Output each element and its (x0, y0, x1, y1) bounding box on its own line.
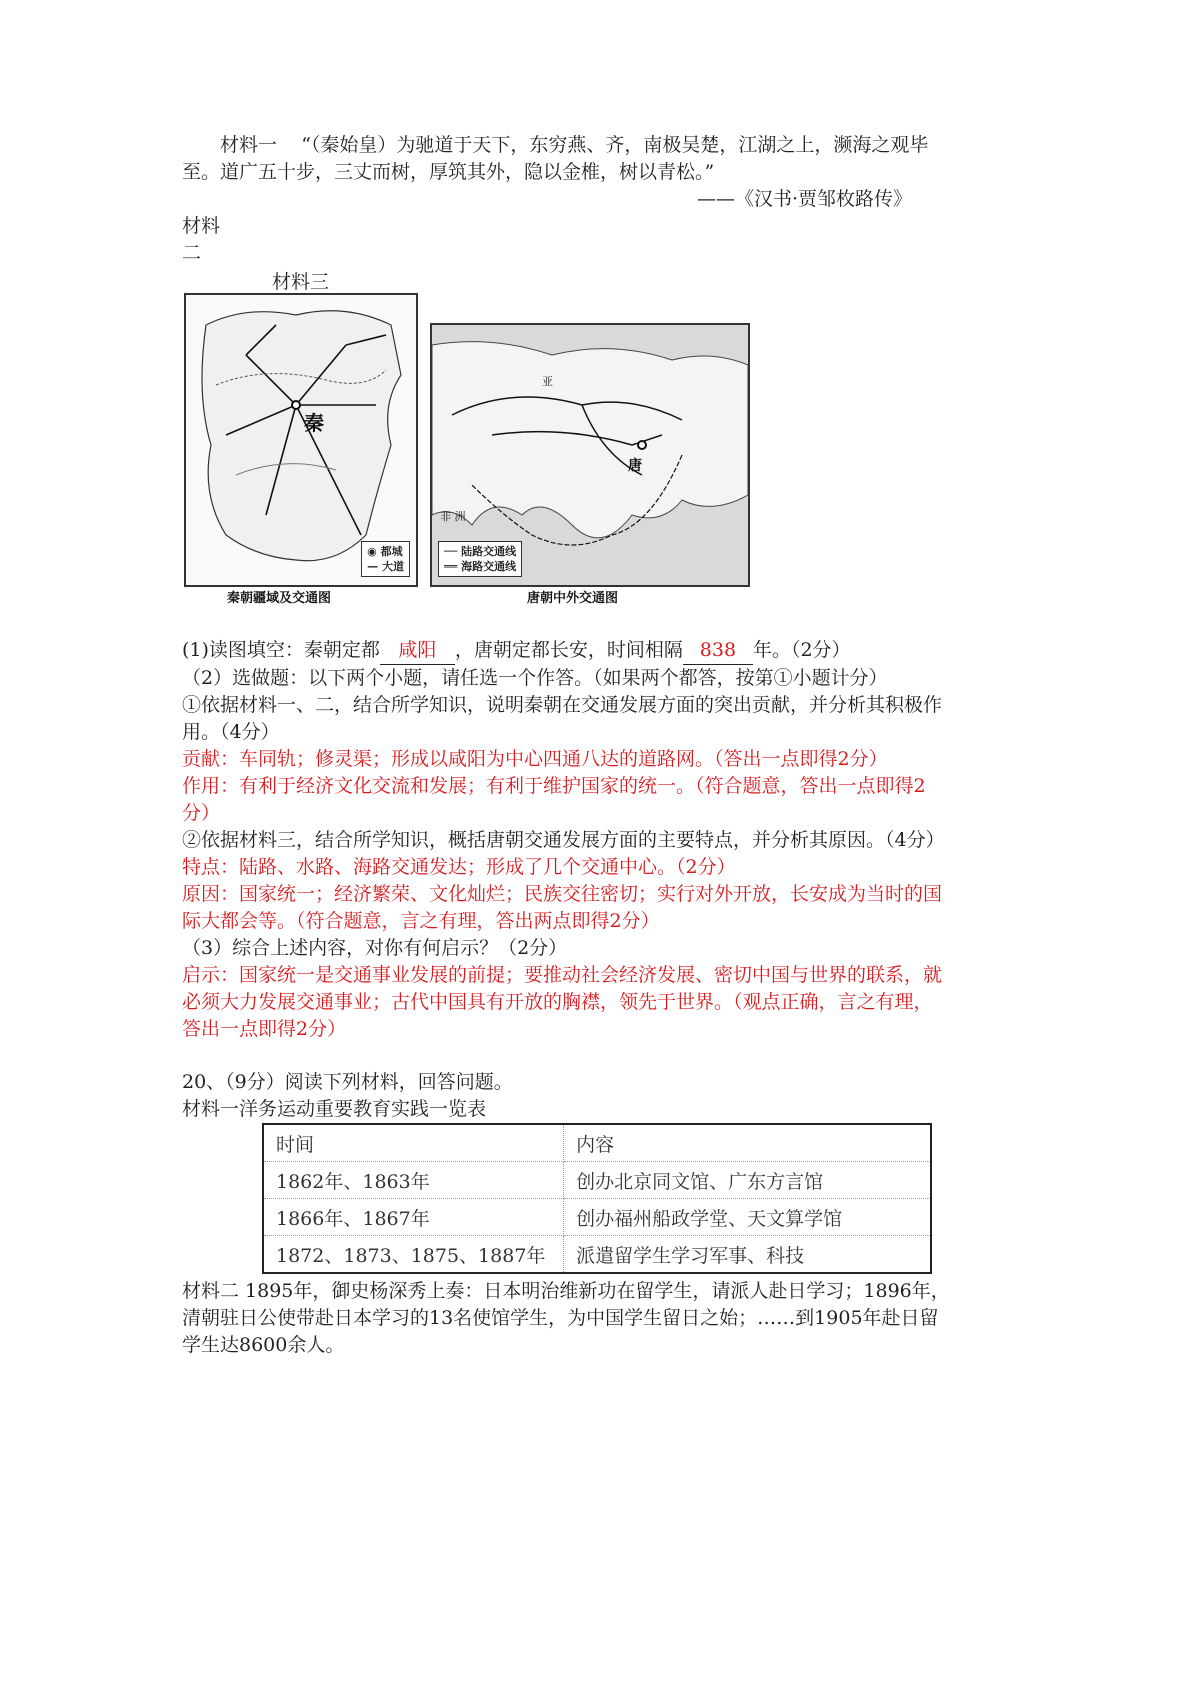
education-table (262, 1123, 932, 1274)
q3-ans-line2: 必须大力发展交通事业；古代中国具有开放的胸襟，领先于世界。（观点正确，言之有理， (182, 991, 933, 1013)
q20-material2-line2: 清朝驻日公使带赴日本学习的13名使馆学生，为中国学生留日之始；……到1905年赴日留 (182, 1307, 939, 1329)
table-cell: 创办北京同文馆、广东方言馆 (564, 1162, 931, 1199)
table-cell: 派遣留学生学习军事、科技 (564, 1236, 931, 1274)
table-row (263, 1236, 931, 1274)
qin-map-legend (361, 541, 410, 577)
q1-line: (1)读图填空：秦朝定都 咸阳 ，唐朝定都长安，时间相隔 838 年。（2分） (182, 637, 1027, 665)
tang-legend-sea: ══ 海路交通线 (444, 560, 517, 573)
material1-text-line2: 至。道广五十步，三丈而树，厚筑其外，隐以金椎，树以青松。” (182, 161, 715, 183)
table-cell: 创办福州船政学堂、天文算学馆 (564, 1199, 931, 1236)
q3-question: （3）综合上述内容，对你有何启示？（2分） (182, 937, 568, 959)
q2-sub1-line1: ①依据材料一、二，结合所学知识，说明秦朝在交通发展方面的突出贡献，并分析其积极作 (182, 694, 943, 716)
table-cell: 1872、1873、1875、1887年 (263, 1236, 564, 1274)
qin-map-center-label: 秦 (304, 411, 324, 435)
q2-ans1-a: 贡献：车同轨；修灵渠；形成以咸阳为中心四通八达的道路网。（答出一点即得2分） (182, 748, 888, 770)
qin-legend-road: — 大道 (367, 560, 404, 573)
tang-map-center-label: 唐 (628, 458, 642, 474)
q2-ans1-b-line2: 分） (182, 802, 221, 824)
table-cell: 1866年、1867年 (263, 1199, 564, 1236)
material1-text-line1: “（秦始皇）为驰道于天下，东穷燕、齐，南极吴楚，江湖之上，濒海之观毕 (301, 134, 929, 156)
q2-sub2: ②依据材料三，结合所学知识，概括唐朝交通发展方面的主要特点，并分析其原因。（4分） (182, 829, 945, 851)
table-header-cell: 时间 (263, 1124, 564, 1162)
table-header-cell: 内容 (564, 1124, 931, 1162)
material1-line1 (182, 132, 1027, 159)
qin-map (184, 293, 418, 587)
tang-map-region-asia: 亚 (542, 375, 553, 388)
q3-ans-line1: 启示：国家统一是交通事业发展的前提；要推动社会经济发展、密切中国与世界的联系，就 (182, 964, 943, 986)
material1-source: ——《汉书·贾邹枚路传》 (696, 188, 912, 210)
q2-ans2-a: 特点：陆路、水路、海路交通发达；形成了几个交通中心。（2分） (182, 856, 736, 878)
material2-label-line2: 二 (182, 242, 202, 264)
q20-material1-title: 材料一洋务运动重要教育实践一览表 (182, 1098, 487, 1120)
q2-ans1-b-line1: 作用：有利于经济文化交流和发展；有利于维护国家的统一。（符合题意，答出一点即得2 (182, 775, 926, 797)
q2-ans2-b-line2: 际大都会等。（符合题意，言之有理，答出两点即得2分） (182, 910, 660, 932)
q1-answer2: 838 (683, 637, 753, 665)
tang-map-caption: 唐朝中外交通图 (527, 591, 619, 606)
q2-ans2-b-line1: 原因：国家统一；经济繁荣、文化灿烂；民族交往密切；实行对外开放，长安成为当时的国 (182, 883, 943, 905)
q3-ans-line3: 答出一点即得2分） (182, 1018, 347, 1040)
q1-answer1: 咸阳 (380, 637, 455, 665)
material3-label: 材料三 (272, 271, 330, 293)
table-row (263, 1199, 931, 1236)
qin-legend-capital: ◉ 都城 (367, 545, 403, 558)
table-header-row (263, 1124, 931, 1162)
table-cell: 1862年、1863年 (263, 1162, 564, 1199)
q2-intro: （2）选做题：以下两个小题，请任选一个作答。（如果两个都答，按第①小题计分） (182, 667, 888, 689)
q20-material2-line3: 学生达8600余人。 (182, 1334, 345, 1356)
tang-map-legend (438, 541, 522, 577)
q20-material2-line1: 材料二 1895年，御史杨深秀上奏：日本明治维新功在留学生，请派人赴日学习；1896年， (182, 1280, 950, 1302)
table-row (263, 1162, 931, 1199)
q20-header: 20、（9分）阅读下列材料，回答问题。 (182, 1071, 513, 1093)
tang-map (430, 323, 750, 587)
document-page (182, 132, 1027, 1359)
material1-label: 材料一 (220, 134, 278, 156)
material2-label-line1: 材料 (182, 215, 221, 237)
qin-map-caption: 秦朝疆域及交通图 (227, 591, 332, 606)
tang-legend-land: ── 陆路交通线 (444, 545, 517, 558)
material3-maps (182, 267, 1027, 637)
q2-sub1-line2: 用。（4分） (182, 721, 280, 743)
tang-map-region-africa: 非 洲 (440, 510, 466, 523)
